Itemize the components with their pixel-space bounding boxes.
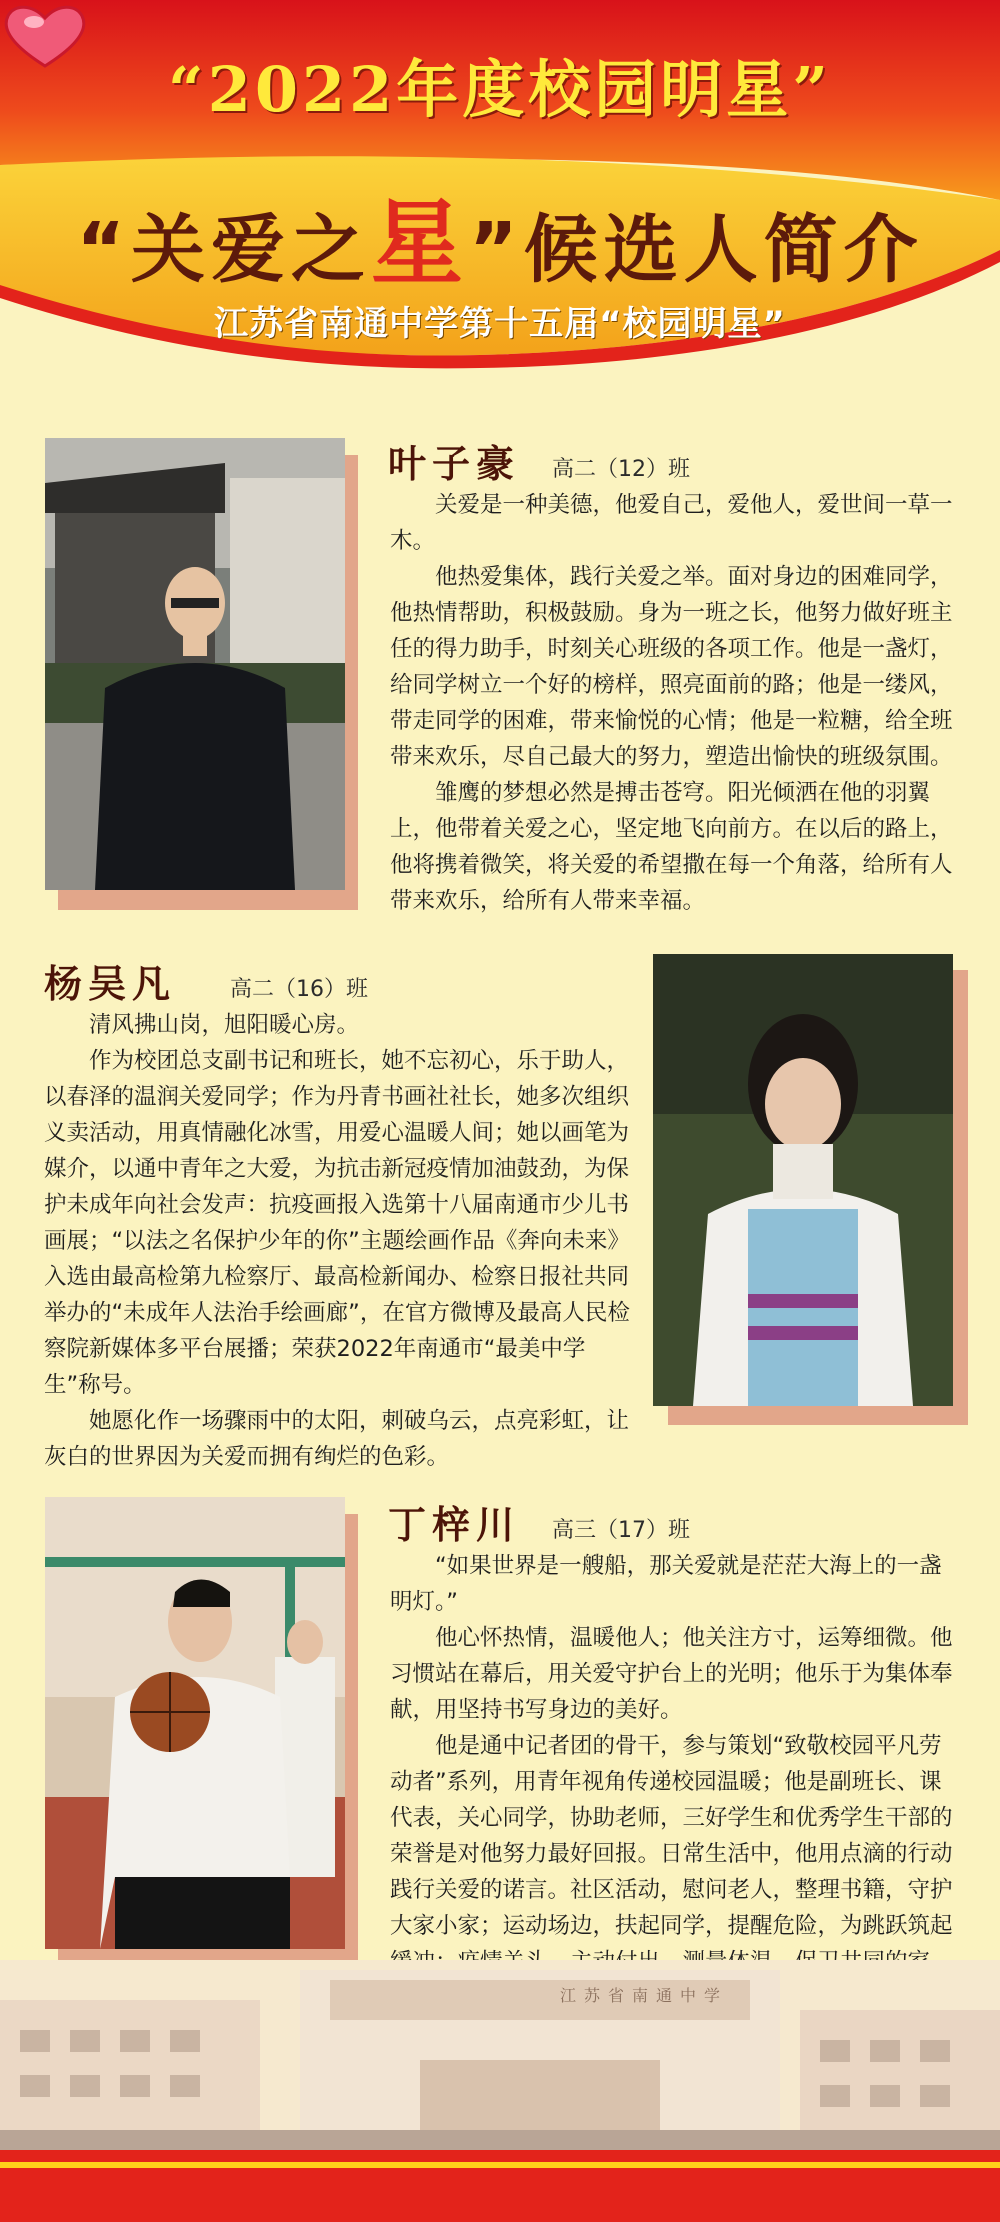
heart-icon: [0, 0, 90, 70]
school-building-illustration: [0, 1960, 1000, 2150]
title-part-post: ”候选人简介: [469, 207, 924, 293]
bio-paragraph: 他热爱集体，践行关爱之举。面对身边的困难同学，他热情帮助，积极鼓励。身为一班之长，他努力做好班主任的得力助手，时刻关心班级的各项工作。他是一盏灯，给同学树立一个好的榜样，照亮面前的路；他是一缕风，带走同学的困难，带来愉悦的心情；他是一粒糖，给全班带来欢乐，尽自己最大的努力，塑造出愉快的班级氛围。: [390, 564, 953, 770]
bio-paragraph: 雏鹰的梦想必然是搏击苍穹。阳光倾洒在他的羽翼上，他带着关爱之心，坚定地飞向前方。在以后的路上，他将携着微笑，将关爱的希望撒在每一个角落，给所有人带来欢乐，给所有人带来幸福。: [390, 780, 953, 914]
bio-paragraph: 他心怀热情，温暖他人；他关注方寸，运筹细微。他习惯站在幕后，用关爱守护台上的光明；他乐于为集体奉献，用坚持书写身边的美好。: [390, 1625, 953, 1723]
header-banner: [0, 0, 1000, 370]
footer-band: [0, 2150, 1000, 2222]
title-part-pre: “关爱之: [76, 207, 371, 293]
bio-paragraph: 清风拂山岗，旭阳暖心房。: [89, 1012, 360, 1038]
candidate-class-3: 高三（17）班: [552, 1518, 690, 1543]
bio-paragraph: 作为校团总支副书记和班长，她不忘初心，乐于助人，以春泽的温润关爱同学；作为丹青书画社社长，她多次组织义卖活动，用真情融化冰雪，用爱心温暖人间；她以画笔为媒介，以通中青年之大爱，为抗击新冠疫情加油鼓劲，为保护未成年向社会发声：抗疫画报入选第十八届南通市少儿书画展；“以法之名保护少年的你”主题绘画作品《奔向未来》入选由最高检第九检察厅、最高检新闻办、检察日报社共同举办的“未成年人法治手绘画廊”，在官方微博及最高人民检察院新媒体多平台展播；荣获2022年南通市“最美中学生”称号。: [44, 1048, 630, 1398]
candidate-class-1: 高二（12）班: [552, 457, 690, 482]
candidate-bio-1: [390, 487, 958, 919]
bio-paragraph: 关爱是一种美德，他爱自己，爱他人，爱世间一草一木。: [390, 492, 953, 554]
bio-paragraph: “如果世界是一艘船，那关爱就是茫茫大海上的一盏明灯。”: [390, 1553, 942, 1615]
banner-title: “2022年度校园明星”: [168, 53, 832, 126]
candidate-name-2: 杨吴凡: [44, 962, 177, 1006]
candidate-photo-3: [45, 1497, 345, 1949]
candidate-photo-2: [653, 954, 953, 1406]
banner-subtitle-main: [0, 170, 1000, 302]
school-sign: 江苏省南通中学: [560, 1986, 729, 2005]
title-star-char: 星: [370, 190, 469, 297]
banner-school-line: 江苏省南通中学第十五届“校园明星”: [214, 304, 786, 344]
candidate-class-2: 高二（16）班: [230, 977, 368, 1002]
bio-paragraph: 他是通中记者团的骨干，参与策划“致敬校园平凡劳动者”系列，用青年视角传递校园温暖；他是副班长、课代表，关心同学，协助老师，三好学生和优秀学生干部的荣誉是对他努力最好回报。日常生活中，他用点滴的行动践行关爱的诺言。社区活动，慰问老人，整理书籍，守护大家小家；运动场边，扶起同学，提醒危险，为跳跃筑起: [390, 1733, 953, 1939]
candidate-name-1: 叶子豪: [388, 442, 521, 486]
bio-paragraph: 她愿化作一场骤雨中的太阳，刺破乌云，点亮彩虹，让灰白的世界因为关爱而拥有绚烂的色彩。: [44, 1408, 630, 1470]
candidate-bio-2: [44, 1007, 634, 1475]
candidate-photo-1: [45, 438, 345, 890]
candidate-name-3: 丁梓川: [388, 1503, 521, 1547]
